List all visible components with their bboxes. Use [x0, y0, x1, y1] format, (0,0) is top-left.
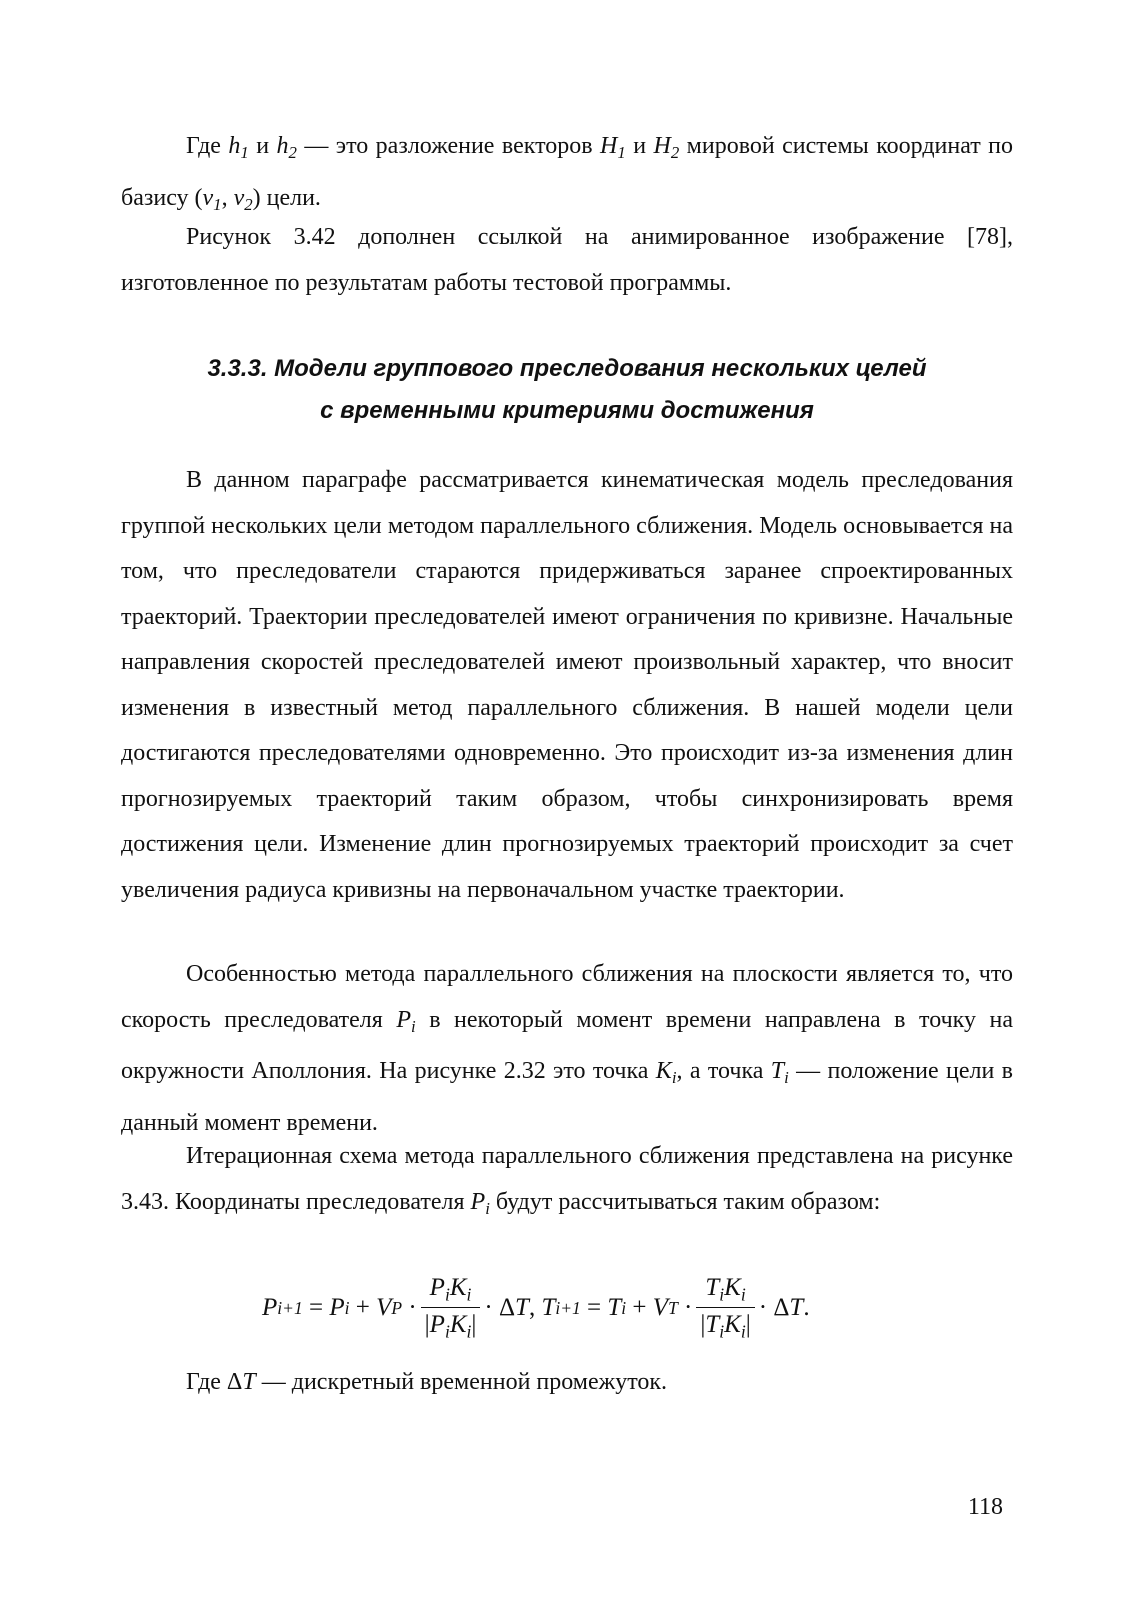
section-heading-line-1: 3.3.3. Модели группового преследования нескольких целей	[207, 355, 927, 382]
section-heading-line-2: с временными критериями достижения	[320, 397, 814, 424]
paragraph-figure-reference: Рисунок 3.42 дополнен ссылкой на анимированное изображение [78], изготовленное по результатам работы тестовой программы.	[121, 224, 1013, 296]
paragraph-iteration-scheme: Итерационная схема метода параллельного сближения представлена на рисунке 3.43. Координаты преследователя $P_i$ будут рассчитываться таким образом:	[121, 1143, 1013, 1218]
fraction-pursuer: $\frac{P_iK_i}{|P_iK_i|}$	[421, 1274, 481, 1343]
iteration-formula: P i+1 = P i + V P · $\frac{P_iK_i}{|P_iK_i|}$ · Δ T , T i+1 = T i + V T · $\frac{T_iK_i}{|T_iK_i|}$ · Δ T .	[262, 1273, 810, 1342]
paragraph-model-description: В данном параграфе рассматривается кинематическая модель преследования группой нескольких цели методом параллельного сближения. Модель основывается на том, что преследователи стараются придерживаться заранее спроектированных траекторий. Траектории преследователей имеют ограничения по кривизне. Начальные направления скоростей преследователей имеют произвольный характер, что вносит изменения в известный метод параллельного сближения. В нашей модели цели достигаются преследователями одновременно. Это происходит из-за изменения длин прогнозируемых траекторий таким образом, чтобы синхронизировать время достижения цели. Изменение длин прогнозируемых траекторий происходит за счет увеличения радиуса кривизны на первоначальном участке траектории.	[121, 467, 1013, 903]
paragraph-basis-decomposition: Где $h_1$ и $h_2$ — это разложение векторов $H_1$ и $H_2$ мировой системы координат по базису ($v_1$, $v_2$) цели.	[121, 133, 1014, 214]
page-number: 118	[967, 1494, 1003, 1520]
section-heading	[121, 348, 1013, 432]
paragraph-apollonius: Особенностью метода параллельного сближения на плоскости является то, что скорость преследователя $P_i$ в некоторый момент времени направлена в точку на окружности Аполлония. На рисунке 2.32 это точка $K_i$, а точка $T_i$ — положение цели в данный момент времени.	[121, 961, 1014, 1136]
paragraph-delta-t: Где ΔT — дискретный временной промежуток.	[186, 1369, 668, 1395]
fraction-target: $\frac{T_iK_i}{|T_iK_i|}$	[696, 1274, 754, 1343]
